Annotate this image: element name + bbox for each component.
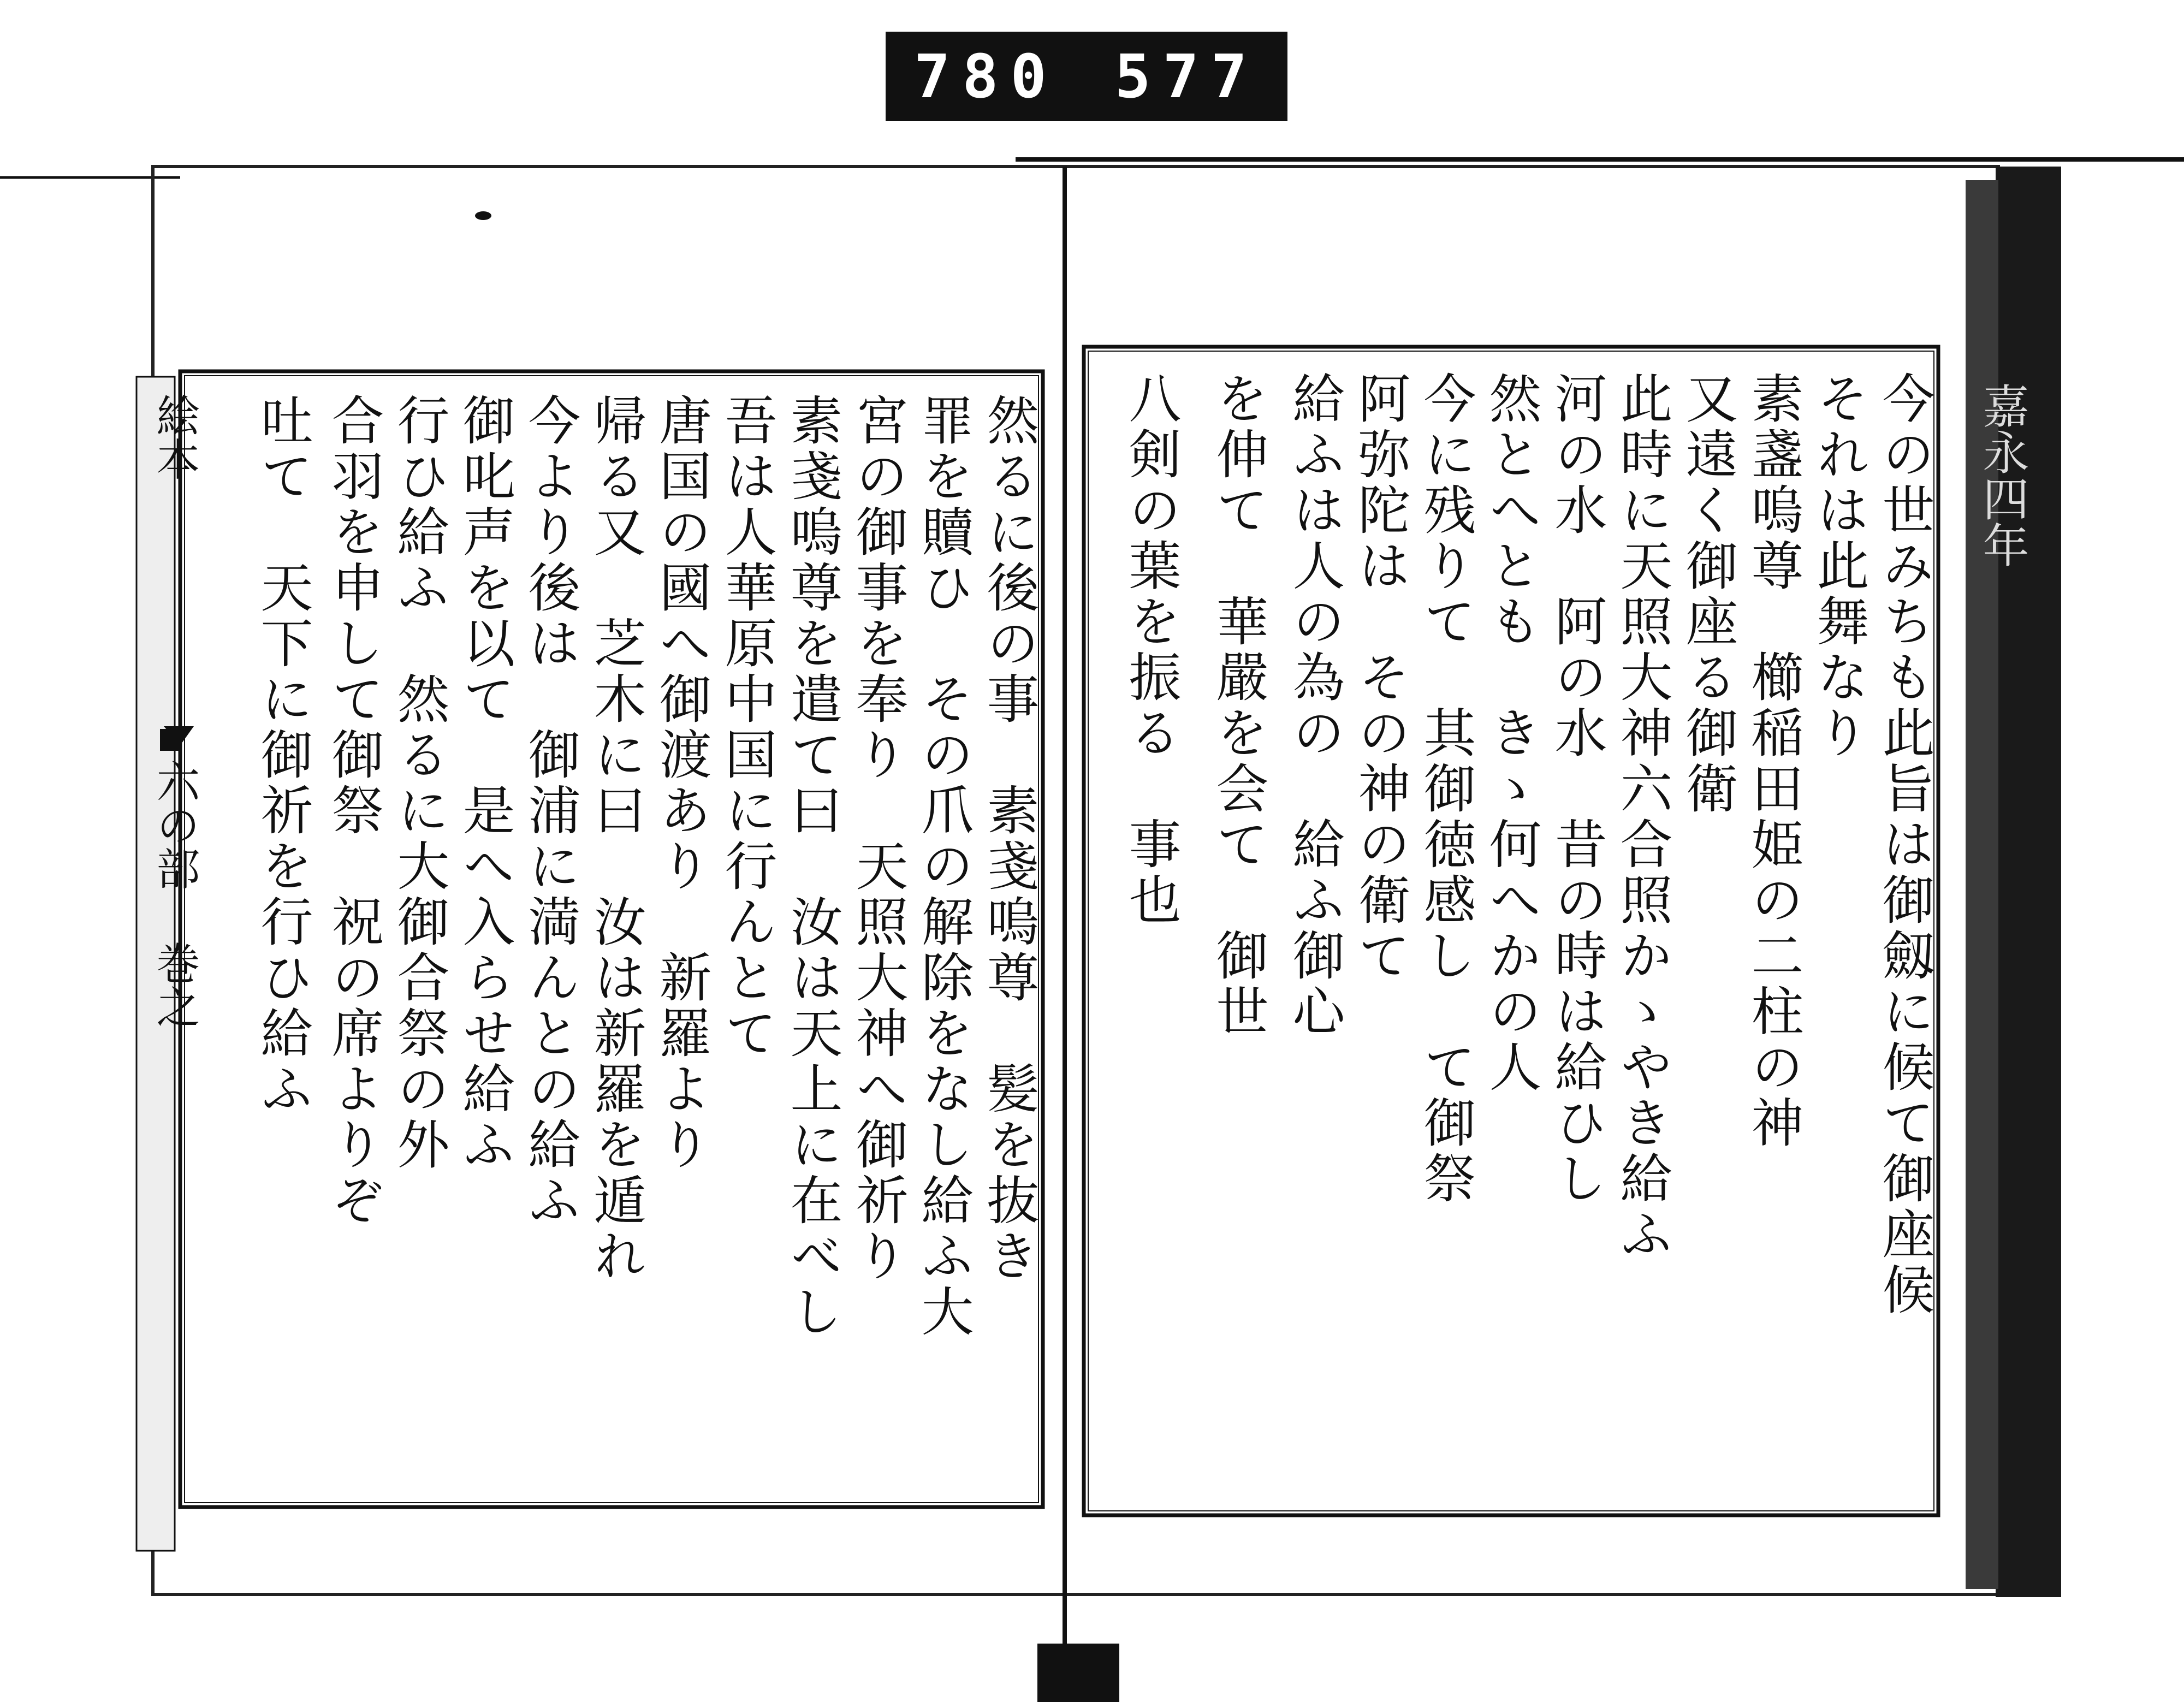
left-spine-subtitle: 六の部 巻之 [149,759,200,1028]
left-page-col-11: 合羽を申して御祭 祝の席よりぞ [323,393,384,1229]
left-page-col-2: 罪を贖ひ その爪の解除をなし給ふ大 [913,393,974,1340]
left-page-col-9: 御叱声を以て 是へ入らせ給ふ [454,393,515,1173]
right-edge-label: 嘉永四年 [1975,382,2029,568]
left-page-col-3: 宮の御事を奉り 天照大神へ御祈り [847,393,909,1284]
right-page-col-6: 河の水 阿の水 昔の時は給ひし [1546,371,1607,1207]
right-page-col-8: 今に残りて 其御徳感し て御祭 [1415,371,1476,1207]
left-page-col-10: 行ひ給ふ 然るに大御合祭の外 [389,393,450,1173]
left-page-col-5: 吾は人華原中国に行んとて [716,393,778,1061]
spine-marker-box [160,729,179,751]
frame-number-right: 577 [1114,41,1259,111]
right-page-col-1: 今の世みちも此旨は御劔に候て御座候 [1874,371,1935,1318]
frame-number-label [886,32,1287,121]
left-page-col-6: 唐国の國へ御渡あり 新羅より [651,393,712,1173]
right-page-col-2: それは此舞なり [1808,371,1870,761]
right-page-col-10: 給ふは人の為の 給ふ御心 [1284,371,1345,1040]
left-spine-title: 絵本 [149,393,200,481]
gutter-bottom-shadow [1037,1644,1119,1702]
right-page-col-4: 又遠く御座る御衛 [1677,371,1738,817]
left-page-col-8: 今より後は 御浦に満んとの給ふ [520,393,581,1229]
ink-speck [475,211,491,220]
right-page-col-11: を伸て 華嚴を会て 御世 [1208,371,1269,1040]
right-page-col-9: 阿弥陀は その神の衛て [1350,371,1411,984]
right-page-col-7: 然とへとも きゝ何へかの人 [1481,371,1542,1095]
left-page-col-7: 帰る又 芝木に曰 汝は新羅を遁れ [585,393,646,1284]
right-page-col-3: 素盞嗚尊 櫛稲田姫の二柱の神 [1743,371,1804,1151]
frame-number-left: 780 [914,41,1059,111]
left-page-col-1: 然るに後の事 素戔嗚尊 髪を抜き [978,393,1040,1284]
right-page-col-12: 八剣の葉を振る 事也 [1120,371,1182,928]
left-page-col-12: 吐て 天下に御祈を行ひ給ふ [252,393,313,1117]
left-page-col-4: 素戔嗚尊を遣て曰 汝は天上に在べし [782,393,843,1340]
right-page-col-5: 此時に天照大神六合照かゝやき給ふ [1612,371,1673,1262]
page-stack-edge [1996,167,2061,1597]
